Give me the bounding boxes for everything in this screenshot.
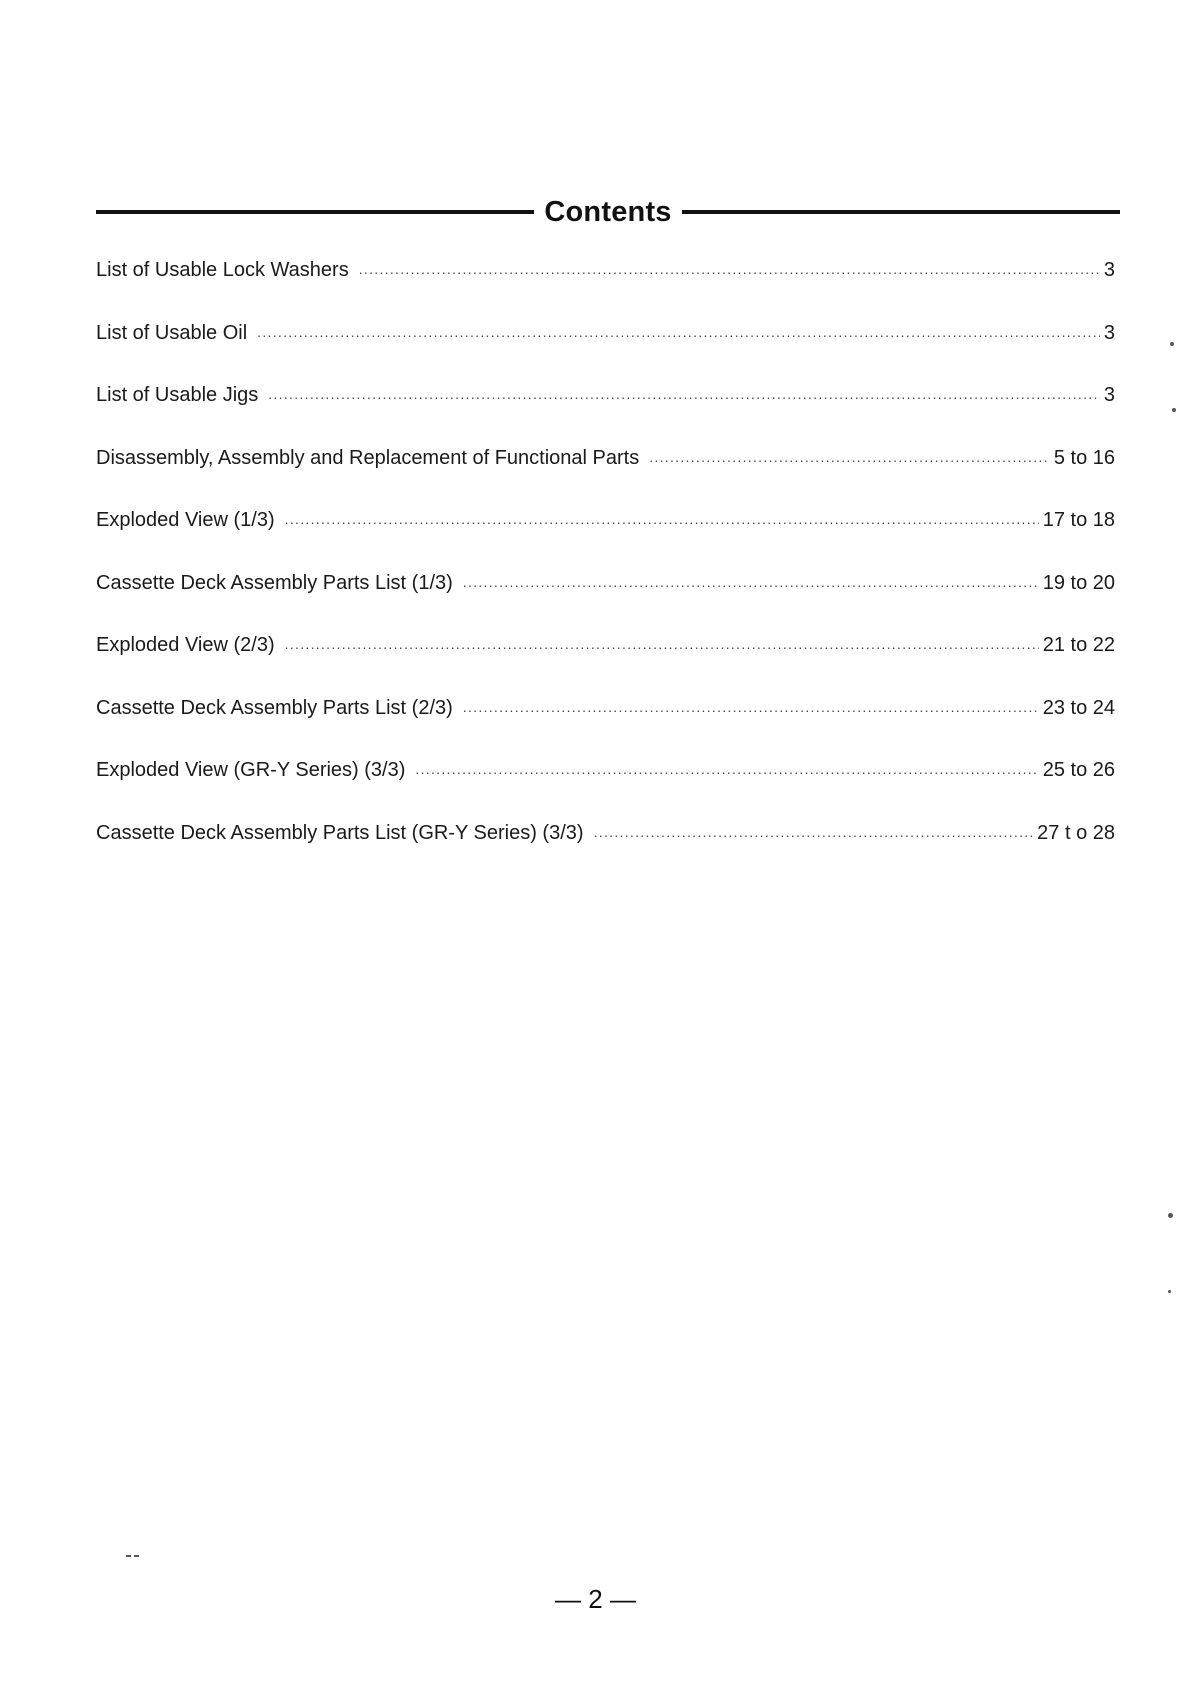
toc-entry-title: Cassette Deck Assembly Parts List (GR-Y Series) (3/3) bbox=[96, 821, 584, 844]
dot-leader bbox=[285, 503, 1039, 535]
toc-entry-title: Disassembly, Assembly and Replacement of Functional Parts bbox=[96, 446, 640, 469]
toc-entry[interactable] bbox=[96, 754, 1115, 817]
toc-entry-title: Exploded View (1/3) bbox=[96, 509, 275, 531]
dot-leader bbox=[463, 691, 1039, 723]
toc-entry[interactable] bbox=[96, 379, 1115, 442]
dot-leader bbox=[594, 816, 1034, 848]
scan-speck bbox=[1172, 408, 1176, 412]
dot-leader bbox=[649, 441, 1050, 473]
dot-leader bbox=[359, 253, 1100, 285]
dot-leader bbox=[268, 378, 1100, 410]
toc-entry-page: 25 to 26 bbox=[1042, 759, 1115, 781]
toc-entry[interactable] bbox=[96, 254, 1115, 317]
page-number: — 2 — bbox=[555, 1584, 636, 1614]
dot-leader bbox=[285, 628, 1039, 660]
toc-entry[interactable] bbox=[96, 317, 1115, 380]
toc-entry-title: Exploded View (GR-Y Series) (3/3) bbox=[96, 759, 406, 781]
toc-entry-title: Cassette Deck Assembly Parts List (2/3) bbox=[96, 696, 453, 719]
toc-entry-page: 23 to 24 bbox=[1042, 696, 1115, 719]
toc-entry-page: 19 to 20 bbox=[1042, 571, 1115, 594]
toc-entry[interactable] bbox=[96, 504, 1115, 567]
scan-speck bbox=[1170, 342, 1174, 346]
contents-heading-row bbox=[96, 190, 1120, 234]
toc-entry-page: 3 bbox=[1103, 321, 1115, 344]
toc-entry-page: 21 to 22 bbox=[1042, 634, 1115, 656]
toc-entry-title: List of Usable Jigs bbox=[96, 384, 259, 406]
page-title: Contents bbox=[544, 195, 672, 228]
toc-entry-title: Exploded View (2/3) bbox=[96, 634, 275, 656]
heading-rule-right bbox=[682, 210, 1120, 214]
toc-entry[interactable] bbox=[96, 629, 1115, 692]
scan-speck bbox=[126, 1555, 131, 1557]
toc-entry[interactable] bbox=[96, 442, 1115, 505]
toc-entry[interactable] bbox=[96, 817, 1115, 880]
dot-leader bbox=[415, 753, 1038, 785]
toc-entry-page: 3 bbox=[1103, 384, 1115, 406]
toc-entry-page: 27 t o 28 bbox=[1037, 821, 1115, 844]
scan-speck bbox=[1168, 1290, 1171, 1293]
table-of-contents bbox=[96, 254, 1115, 879]
toc-entry-title: List of Usable Lock Washers bbox=[96, 259, 349, 281]
toc-entry-title: Cassette Deck Assembly Parts List (1/3) bbox=[96, 571, 453, 594]
toc-entry-page: 17 to 18 bbox=[1042, 509, 1115, 531]
scan-speck bbox=[1168, 1213, 1173, 1218]
toc-entry[interactable] bbox=[96, 567, 1115, 630]
scan-speck bbox=[134, 1555, 139, 1557]
dot-leader bbox=[463, 566, 1039, 598]
dot-leader bbox=[257, 316, 1100, 348]
toc-entry-title: List of Usable Oil bbox=[96, 321, 248, 344]
toc-entry-page: 3 bbox=[1103, 259, 1115, 281]
heading-rule-left bbox=[96, 210, 534, 214]
toc-entry[interactable] bbox=[96, 692, 1115, 755]
toc-entry-page: 5 to 16 bbox=[1053, 446, 1115, 469]
